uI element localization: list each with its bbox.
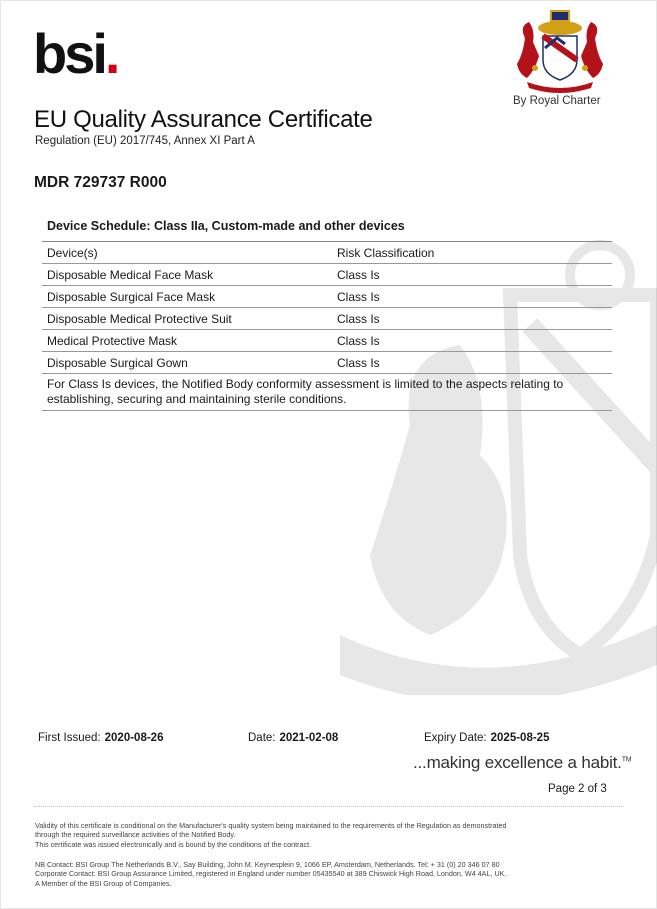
note-line: For Class Is devices, the Notified Body conformity assessment is limited to the aspects relating to (47, 377, 564, 391)
note-line: establishing, securing and maintaining sterile conditions. (47, 392, 347, 406)
expiry-date (424, 732, 549, 744)
logo-text: bsi (33, 22, 105, 85)
schedule-title: Device Schedule: Class IIa, Custom-made and other devices (42, 217, 612, 242)
class-is-note (42, 374, 612, 411)
bsi-logo (33, 22, 118, 85)
contact-line: A Member of the BSI Group of Companies. (35, 878, 172, 888)
contact-information (35, 860, 625, 888)
table-row (42, 308, 612, 330)
tagline-text: ...making excellence a habit. (413, 753, 622, 772)
table-row (42, 286, 612, 308)
certificate-title: EU Quality Assurance Certificate (34, 106, 373, 133)
column-header-devices: Device(s) (42, 242, 332, 264)
device-name: Disposable Medical Protective Suit (42, 308, 332, 330)
first-issued-value: 2020-08-26 (104, 732, 164, 744)
device-name: Disposable Medical Face Mask (42, 264, 332, 286)
validity-statement (35, 821, 625, 849)
first-issued-label: First Issued: (38, 732, 101, 744)
bsi-tagline (413, 753, 631, 773)
table-row (42, 330, 612, 352)
expiry-value: 2025-08-25 (490, 732, 550, 744)
device-name: Disposable Surgical Gown (42, 352, 332, 374)
device-name: Disposable Surgical Face Mask (42, 286, 332, 308)
device-table (42, 242, 612, 374)
expiry-label: Expiry Date: (424, 732, 487, 744)
issue-date (248, 732, 338, 744)
contact-line: NB Contact: BSI Group The Netherlands B.V., Say Building, John M. Keynesplein 9, 1066 EP, Amsterdam, Netherlands. Tel: + 31 (0) 20 346 07 80 (35, 860, 500, 869)
trademark-mark: TM (621, 756, 632, 764)
device-name: Medical Protective Mask (42, 330, 332, 352)
logo-dot: . (104, 22, 118, 85)
risk-class: Class Is (332, 264, 612, 286)
risk-class: Class Is (332, 352, 612, 374)
first-issued (38, 732, 163, 744)
validity-line: Validity of this certificate is conditional on the Manufacturer's quality system being maintained to the requirements of the Regulation as demonstrated (35, 821, 507, 830)
date-label: Date: (248, 732, 276, 744)
coat-of-arms-icon (505, 8, 615, 93)
regulation-text: Regulation (EU) 2017/745, Annex XI Part A (35, 135, 255, 147)
contact-line: Corporate Contact: BSI Group Assurance Limited, registered in England under number 05435540 at 389 Chiswick High Road, London, W4 4AL, UK. (35, 869, 507, 879)
table-row (42, 352, 612, 374)
certificate-number: MDR 729737 R000 (34, 174, 167, 191)
risk-class: Class Is (332, 286, 612, 308)
risk-class: Class Is (332, 330, 612, 352)
footer-divider (34, 806, 624, 807)
validity-line: This certificate was issued electronically and is bound by the conditions of the contract. (35, 839, 312, 849)
royal-charter-text: By Royal Charter (513, 95, 601, 107)
validity-line: through the required surveillance activities of the Notified Body. (35, 830, 236, 840)
device-schedule (42, 217, 612, 411)
date-value: 2021-02-08 (279, 732, 339, 744)
risk-class: Class Is (332, 308, 612, 330)
column-header-risk: Risk Classification (332, 242, 612, 264)
page-number: Page 2 of 3 (548, 783, 607, 795)
table-row (42, 264, 612, 286)
table-header-row (42, 242, 612, 264)
